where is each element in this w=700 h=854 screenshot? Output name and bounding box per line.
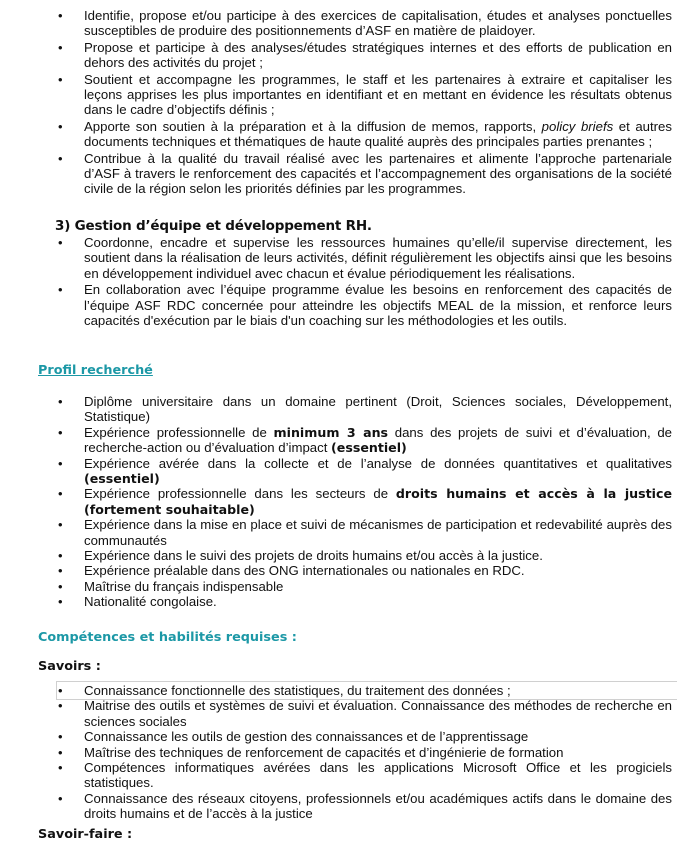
savoirs-list xyxy=(58,683,672,822)
bullet-icon: • xyxy=(58,698,63,714)
bullet-icon: • xyxy=(58,729,63,745)
list-item: • Expérience avérée dans la collecte et de l’analyse de données quantitatives et qualitatives (essentiel) xyxy=(58,455,672,487)
competences-heading: Compétences et habilités requises : xyxy=(38,630,297,645)
savoir-faire-heading: Savoir-faire : xyxy=(38,827,133,842)
list-item: • Expérience préalable dans des ONG internationales ou nationales en RDC. xyxy=(58,563,525,579)
bullet-icon: • xyxy=(58,455,63,471)
bullet-icon: • xyxy=(58,282,63,298)
bullet-icon: • xyxy=(58,71,63,87)
bullet-icon: • xyxy=(58,486,63,502)
bullet-icon: • xyxy=(58,235,63,250)
bullet-icon: • xyxy=(58,760,63,776)
bullet-icon: • xyxy=(58,790,63,806)
list-item: • Soutient et accompagne les programmes, le staff et les partenaires à extraire et capitaliser les leçons apprises les plus importantes en identifiant et en mettant en évidence les résultats obtenus dans le cadre d’objectifs définis ; xyxy=(58,71,672,118)
bullet-icon: • xyxy=(58,39,63,55)
list-item: • Expérience dans le suivi des projets de droits humains et/ou accès à la justice. xyxy=(58,548,543,564)
bullet-icon: • xyxy=(58,118,63,134)
bullet-icon: • xyxy=(58,517,63,533)
bullet-icon: • xyxy=(58,683,63,698)
list-item: • Identifie, propose et/ou participe à des exercices de capitalisation, études et analyses ponctuelles susceptibles de produire des positionnements d’ASF en matière de plaidoyer. xyxy=(58,8,672,39)
bullet-icon: • xyxy=(58,744,63,760)
bullet-icon: • xyxy=(58,150,63,166)
bullet-icon: • xyxy=(58,394,63,409)
bullet-icon: • xyxy=(58,578,63,594)
list-item: • Compétences informatiques avérées dans les applications Microsoft Office et les progiciels statistiques. xyxy=(58,760,672,791)
bullet-icon: • xyxy=(58,594,63,610)
list-item: • Expérience professionnelle dans les secteurs de droits humains et accès à la justice (fortement souhaitable) xyxy=(58,486,672,517)
bullet-icon: • xyxy=(58,548,63,564)
bullet-icon: • xyxy=(58,8,63,23)
list-item: • Connaissance les outils de gestion des connaissances et de l’apprentissage xyxy=(58,729,529,745)
list-item: • Maîtrise du français indispensable xyxy=(58,578,284,594)
list-item: • Propose et participe à des analyses/études stratégiques internes et des efforts de publication en dehors des activités du projet ; xyxy=(58,39,672,71)
list-item: • Connaissance des réseaux citoyens, professionnels et/ou académiques actifs dans le domaine des droits humains et de l’accès à la justice xyxy=(58,790,672,822)
list-item: • Contribue à la qualité du travail réalisé avec les partenaires et alimente l’approche partenariale d’ASF à travers le renforcement des capacités et l’accompagnement des organisations de la société civile de la région selon les priorités définies par les programmes. xyxy=(58,150,672,197)
bullet-icon: • xyxy=(58,563,63,579)
section-heading: 3) Gestion d’équipe et développement RH. xyxy=(55,218,372,234)
list-item: • Coordonne, encadre et supervise les ressources humaines qu’elle/il supervise directement, les soutient dans la réalisation de leurs activités, définit régulièrement les objectifs ainsi que les besoins en développement individuel avec chacun et évalue périodiquement les réalisations. xyxy=(58,235,672,281)
list-item: • Expérience dans la mise en place et suivi de mécanismes de participation et redevabilité auprès des communautés xyxy=(58,517,672,548)
bullet-icon: • xyxy=(58,424,63,440)
list-item: • En collaboration avec l’équipe programme évalue les besoins en renforcement des capacités de l’équipe ASF RDC concernée pour atteindre les objectifs MEAL de la mission, et renforce leurs capacités d'exécution par le biais d'un coaching sur les méthodologies et les outils. xyxy=(58,282,672,329)
list-item: • Nationalité congolaise. xyxy=(58,594,217,610)
list-item: • Expérience professionnelle de minimum 3 ans dans des projets de suivi et d’évaluation, de recherche-action ou d’évaluation d’impact (essentiel) xyxy=(58,424,672,456)
list-item: • Maitrise des outils et systèmes de suivi et évaluation. Connaissance des méthodes de recherche en sciences sociales xyxy=(58,698,672,729)
responsibilities-list xyxy=(58,8,672,197)
team-management-list xyxy=(58,235,672,329)
list-item: • Apporte son soutien à la préparation et à la diffusion de memos, rapports, policy briefs et autres documents techniques et thématiques de haute qualité auprès des principales parties prenantes ; xyxy=(58,118,672,150)
list-item: • Diplôme universitaire dans un domaine pertinent (Droit, Sciences sociales, Développement, Statistique) xyxy=(58,394,672,425)
list-item: • Maîtrise des techniques de renforcement de capacités et d’ingénierie de formation xyxy=(58,744,564,760)
savoirs-heading: Savoirs : xyxy=(38,659,101,674)
profile-heading: Profil recherché xyxy=(38,363,153,378)
profile-list xyxy=(58,394,672,610)
list-item: • Connaissance fonctionnelle des statistiques, du traitement des données ; xyxy=(58,683,511,698)
